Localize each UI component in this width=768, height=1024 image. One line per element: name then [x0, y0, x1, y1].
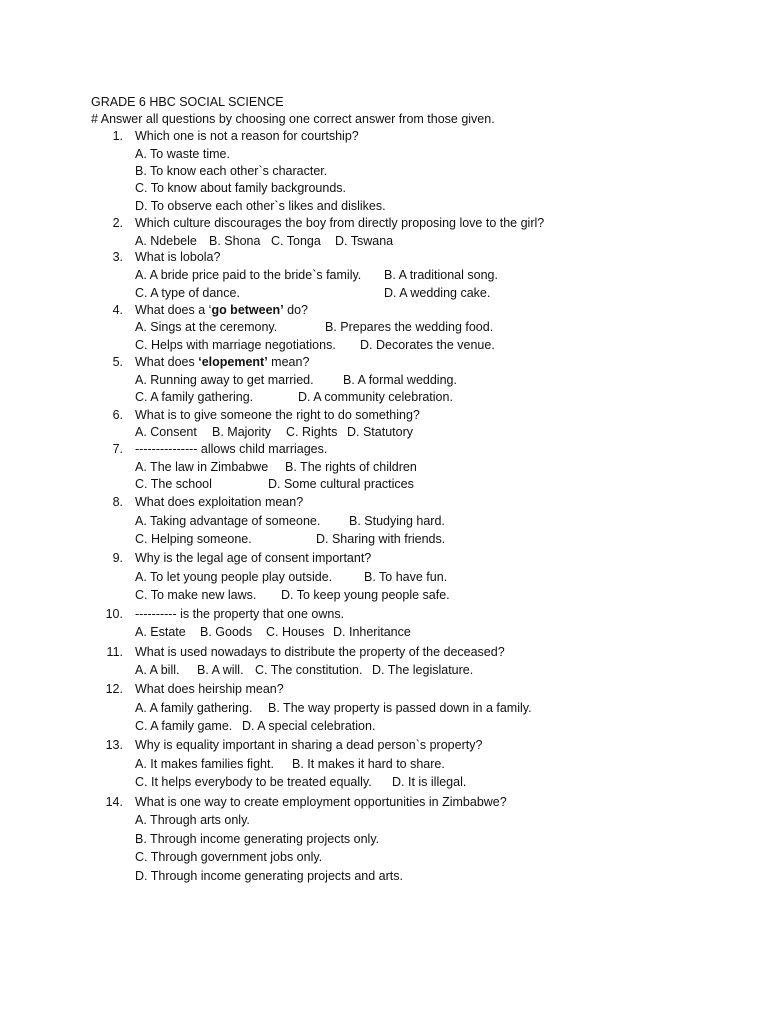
- question-number: 11.: [106, 645, 123, 659]
- option-c: C. Helping someone.: [135, 532, 252, 546]
- question-text: What does ‘elopement’ mean?: [135, 355, 310, 369]
- question-number: 8.: [112, 495, 123, 509]
- option-a: A. Estate: [135, 625, 186, 639]
- option-d: D. To observe each other`s likes and dislikes.: [135, 199, 386, 213]
- question-number: 2.: [112, 216, 123, 230]
- option-c: C. The constitution.: [255, 663, 363, 677]
- option-d: D. Tswana: [335, 234, 394, 248]
- option-b: B. Prepares the wedding food.: [325, 320, 494, 334]
- option-a: A. It makes families fight.: [135, 757, 274, 771]
- question-number: 1.: [112, 129, 123, 143]
- question-number: 7.: [112, 442, 123, 456]
- option-d: D. A wedding cake.: [384, 286, 491, 300]
- option-c: C. To make new laws.: [135, 588, 257, 602]
- option-a: A. Consent: [135, 425, 197, 439]
- option-c: C. The school: [135, 477, 212, 491]
- option-d: D. Decorates the venue.: [360, 338, 495, 352]
- option-d: D. Through income generating projects and arts.: [135, 869, 403, 883]
- question-text: What is lobola?: [135, 250, 221, 264]
- option-b: B. The way property is passed down in a family.: [268, 701, 532, 715]
- option-b: B. To know each other`s character.: [135, 164, 328, 178]
- option-d: D. The legislature.: [372, 663, 474, 677]
- option-c: C. Rights: [286, 425, 338, 439]
- question-number: 5.: [112, 355, 123, 369]
- question-text: What does heirship mean?: [135, 682, 284, 696]
- option-c: C. To know about family backgrounds.: [135, 181, 346, 195]
- question-number: 14.: [105, 795, 123, 809]
- option-a: A. Running away to get married.: [135, 373, 314, 387]
- question-text: Which one is not a reason for courtship?: [135, 129, 359, 143]
- option-a: A. To let young people play outside.: [135, 570, 333, 584]
- option-a: A. A family gathering.: [135, 701, 253, 715]
- instruction-text: # Answer all questions by choosing one correct answer from those given.: [91, 112, 495, 126]
- option-b: B. The rights of children: [285, 460, 417, 474]
- option-c: C. Tonga: [271, 234, 321, 248]
- option-d: D. Statutory: [347, 425, 413, 439]
- question-text: Why is the legal age of consent important?: [135, 551, 372, 565]
- option-d: D. A special celebration.: [242, 719, 376, 733]
- question-text: What is used nowadays to distribute the property of the deceased?: [135, 645, 505, 659]
- question-text: What is to give someone the right to do something?: [135, 408, 420, 422]
- question-number: 12.: [105, 682, 123, 696]
- option-c: C. A family game.: [135, 719, 233, 733]
- option-b: B. A traditional song.: [384, 268, 498, 282]
- option-a: A. A bill.: [135, 663, 180, 677]
- option-b: B. Studying hard.: [349, 514, 445, 528]
- option-b: B. Majority: [212, 425, 272, 439]
- option-b: B. To have fun.: [364, 570, 448, 584]
- question-text: What is one way to create employment opportunities in Zimbabwe?: [135, 795, 507, 809]
- option-b: B. Through income generating projects only.: [135, 832, 380, 846]
- question-text: ---------- is the property that one owns.: [135, 607, 345, 621]
- option-b: B. It makes it hard to share.: [292, 757, 445, 771]
- question-text: What does a ‘go between’ do?: [135, 303, 309, 317]
- option-a: A. Through arts only.: [135, 813, 250, 827]
- question-text: Which culture discourages the boy from directly proposing love to the girl?: [135, 216, 545, 230]
- option-c: C. A type of dance.: [135, 286, 240, 300]
- option-a: A. The law in Zimbabwe: [135, 460, 269, 474]
- option-b: B. A will.: [197, 663, 244, 677]
- option-d: D. Some cultural practices: [268, 477, 414, 491]
- option-a: A. Taking advantage of someone.: [135, 514, 321, 528]
- question-text: --------------- allows child marriages.: [135, 442, 328, 456]
- question-number: 10.: [105, 607, 123, 621]
- option-d: D. It is illegal.: [392, 775, 467, 789]
- question-text: Why is equality important in sharing a dead person`s property?: [135, 738, 483, 752]
- question-number: 3.: [112, 250, 123, 264]
- option-b: B. Shona: [209, 234, 261, 248]
- option-d: D. Sharing with friends.: [316, 532, 446, 546]
- option-a: A. Ndebele: [135, 234, 197, 248]
- option-a: A. A bride price paid to the bride`s family.: [135, 268, 362, 282]
- option-a: A. To waste time.: [135, 147, 230, 161]
- option-d: D. To keep young people safe.: [281, 588, 450, 602]
- option-c: C. A family gathering.: [135, 390, 254, 404]
- document-title: GRADE 6 HBC SOCIAL SCIENCE: [91, 95, 284, 109]
- question-number: 13.: [105, 738, 123, 752]
- option-d: D. A community celebration.: [298, 390, 453, 404]
- question-number: 6.: [112, 408, 123, 422]
- option-a: A. Sings at the ceremony.: [135, 320, 278, 334]
- option-b: B. A formal wedding.: [343, 373, 457, 387]
- question-number: 9.: [112, 551, 123, 565]
- option-c: C. Helps with marriage negotiations.: [135, 338, 336, 352]
- question-number: 4.: [112, 303, 123, 317]
- option-c: C. Through government jobs only.: [135, 850, 323, 864]
- option-b: B. Goods: [200, 625, 253, 639]
- option-c: C. Houses: [266, 625, 325, 639]
- question-text: What does exploitation mean?: [135, 495, 304, 509]
- option-c: C. It helps everybody to be treated equally.: [135, 775, 372, 789]
- option-d: D. Inheritance: [333, 625, 411, 639]
